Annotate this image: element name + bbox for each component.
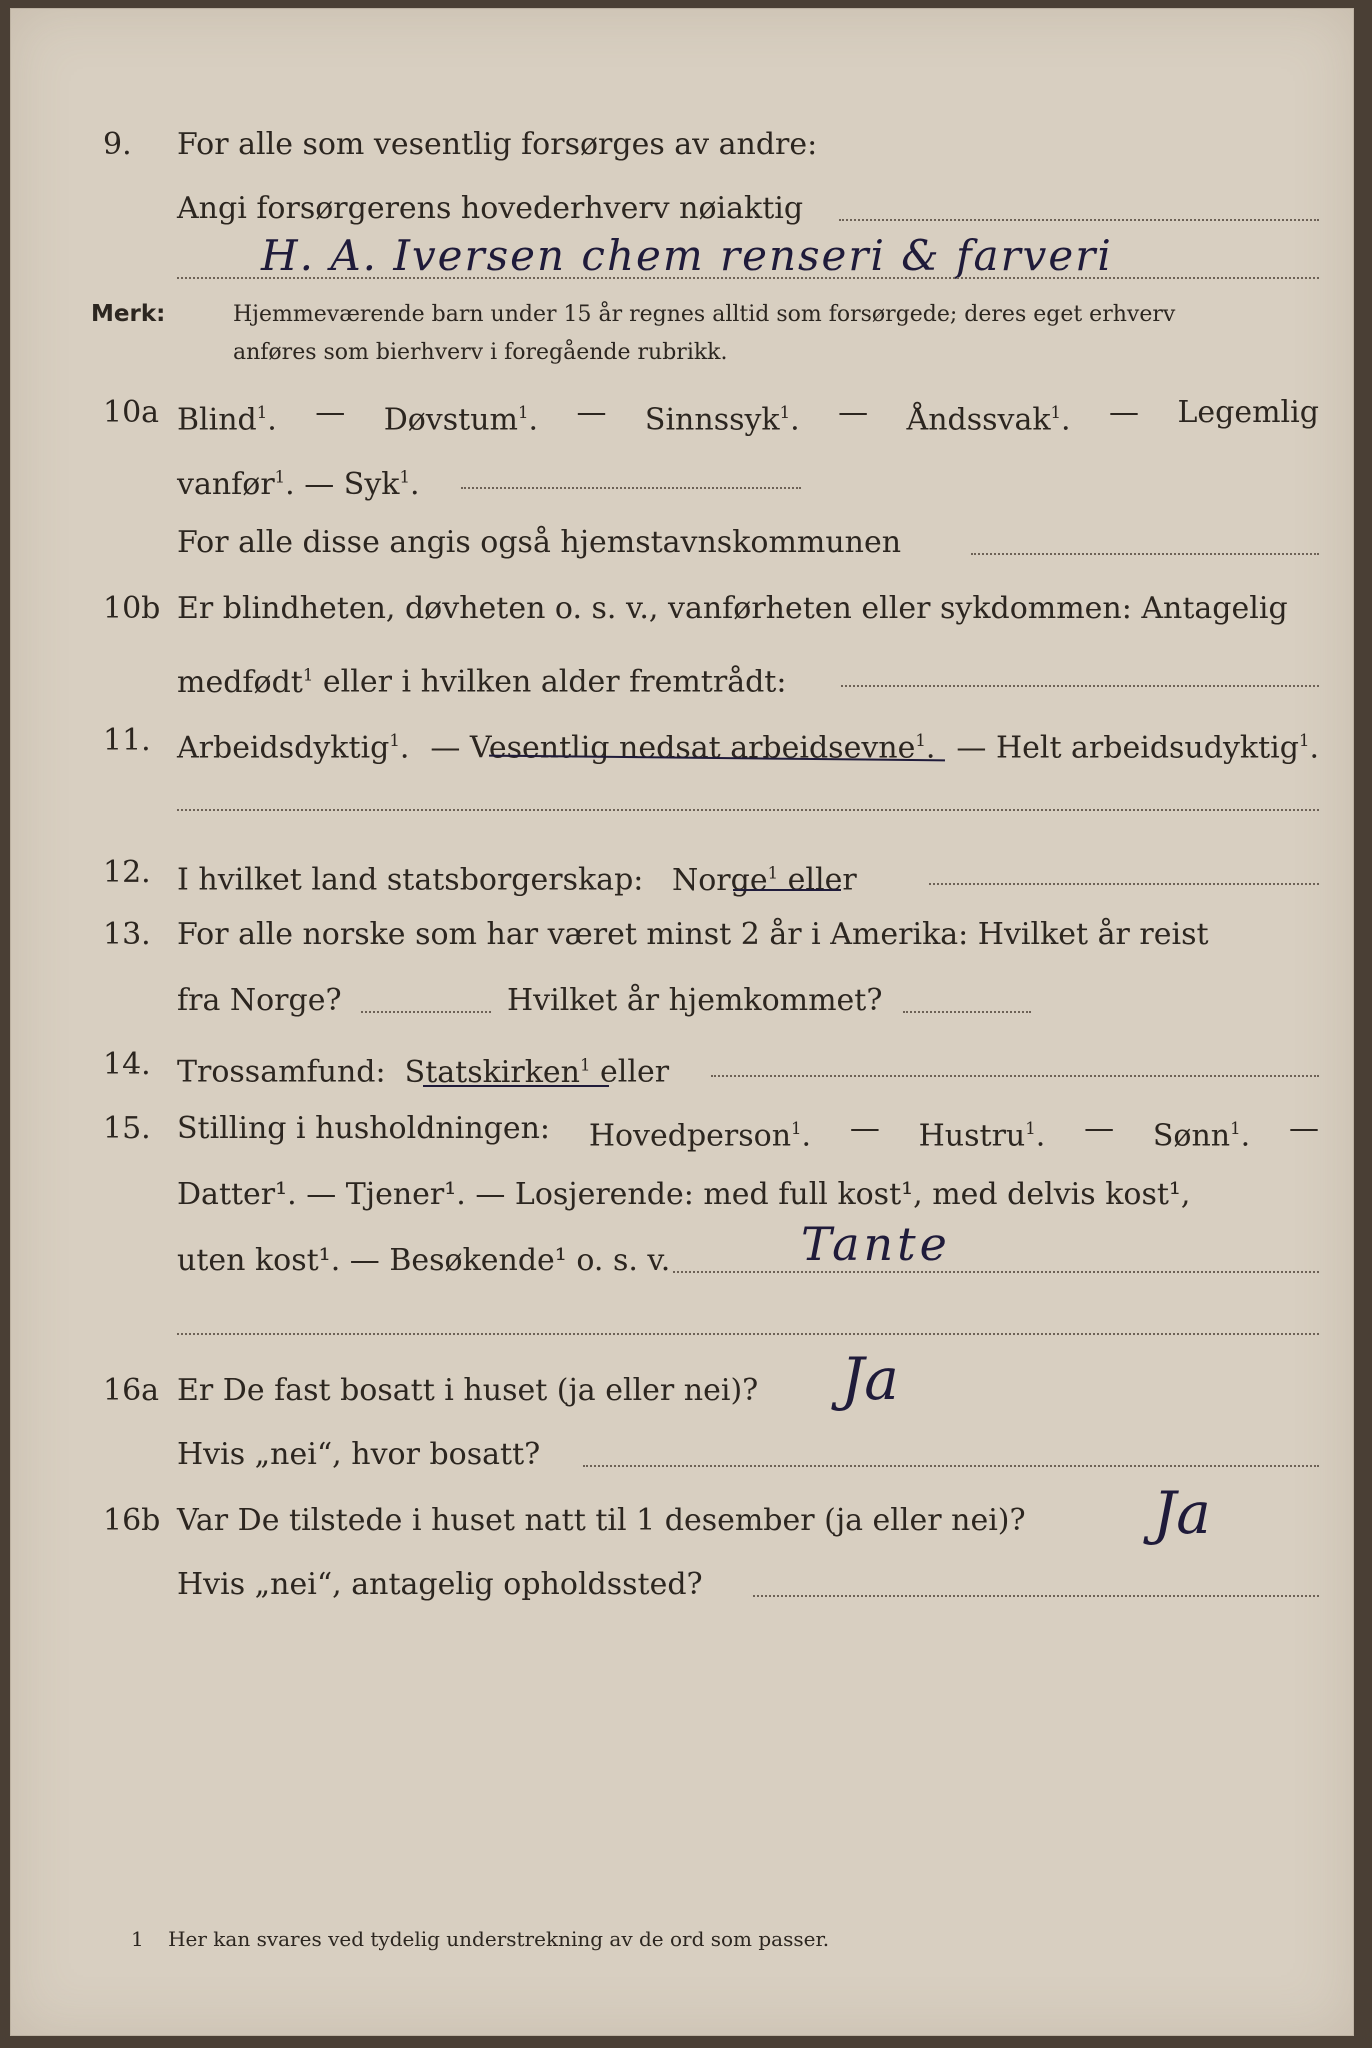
q12-question: I hvilket land statsborgerskap: [177,862,644,898]
opt-sinnssyk[interactable]: Sinnssyk$^1$. [644,402,800,438]
opt-andssvak[interactable]: Åndssvak$^1$. [906,402,1071,438]
q10a-vanfor-syk [177,455,420,507]
q10a-number: 10a [103,395,160,430]
opt-vesentlig-nedsat[interactable]: — Vesentlig nedsat arbeidsevne$^1$. [430,730,936,766]
q9-occupation-line [839,219,1319,221]
q13-reist-label: fra Norge? [177,983,342,1018]
q12-answer-line [929,883,1319,885]
footnote-text: Her kan svares ved tydelig understrekning av de ord som passer. [168,1927,830,1951]
q16a-bosatt-label: Hvis „nei“, hvor bosatt? [177,1437,541,1472]
q14-eller: eller [600,1054,670,1090]
q9-answer-line [177,277,1319,279]
opt-statskirken[interactable]: Statskirken$^1$ [404,1054,591,1090]
opt-hovedperson[interactable]: Hovedperson$^1$. [588,1118,812,1154]
opt-blind[interactable]: Blind$^1$. [177,402,277,438]
opt-helt-udyktig[interactable]: — Helt arbeidsudyktig$^1$. [956,730,1319,766]
opt-dovstum[interactable]: Døvstum$^1$. [383,402,539,438]
q10b-answer-line [841,685,1319,687]
q16a-handwritten-answer: Ja [841,1345,899,1413]
q15-extra-line [177,1333,1319,1335]
dash: — [1084,1111,1115,1146]
merk-note-line1: Hjemmeværende barn under 15 år regnes alltid som forsørgede; deres eget erhverv [233,302,1176,327]
q13-reist-line [361,1011,491,1013]
q9-occupation-label: Angi forsørgerens hovederhverv nøiaktig [177,191,804,226]
q11-number: 11. [103,723,151,758]
footnote [131,1927,829,1951]
q16a-question: Er De fast bosatt i huset (ja eller nei)? [177,1373,759,1408]
q10a-hjemstavn-line [971,553,1319,555]
q11-answer-line [177,809,1319,811]
q9-handwritten-answer: H. A. Iversen chem renseri & farveri [261,231,1113,280]
merk-note-line2: anføres som bierhverv i foregående rubrikk. [233,340,728,365]
q15-number: 15. [103,1111,151,1146]
opt-sonn[interactable]: Sønn$^1$. [1152,1118,1251,1154]
q13-question: For alle norske som har været minst 2 år i Amerika: Hvilket år reist [177,917,1209,952]
dash: — [576,395,607,430]
q12-number: 12. [103,855,151,890]
q13-hjemkommet-line [903,1011,1031,1013]
q10b-number: 10b [103,591,161,626]
dash: — [1288,1111,1319,1146]
q13-number: 13. [103,917,151,952]
q10b-alder-label: eller i hvilken alder fremtrådt: [322,664,787,700]
dash: — [838,395,869,430]
q10a-hjemstavn-label: For alle disse angis også hjemstavnskommunen [177,525,902,560]
q16b-question: Var De tilstede i huset natt til 1 desember (ja eller nei)? [177,1503,1026,1538]
q10b-question: Er blindheten, døvheten o. s. v., vanførheten eller sykdommen: Antagelig [177,591,1288,626]
q14-handwritten-underline [423,1085,609,1087]
census-form-page [10,8,1354,2036]
opt-arbeidsdyktig[interactable]: Arbeidsdyktig$^1$. [177,730,410,766]
q16a-bosatt-line [583,1465,1319,1467]
q15-options-line3: uten kost¹. — Besøkende¹ o. s. v. [177,1243,671,1278]
merk-label: Merk: [91,301,166,327]
q9-number: 9. [103,127,132,162]
q13-hjemkommet-label: Hvilket år hjemkommet? [507,983,883,1018]
q10a-syk-line [461,487,801,489]
q16b-opholdssted-label: Hvis „nei“, antagelig opholdssted? [177,1567,703,1602]
q14-question: Trossamfund: [177,1054,386,1090]
footnote-mark: 1 [131,1927,144,1951]
q16b-handwritten-answer: Ja [1153,1479,1211,1547]
dash: — [1109,395,1140,430]
q10a-options [177,391,1319,443]
q15-question: Stilling i husholdningen: [177,1111,551,1146]
q9-question: For alle som vesentlig forsørges av andre: [177,127,818,162]
opt-syk[interactable]: — Syk$^1$. [304,466,420,502]
q16b-opholdssted-line [753,1595,1319,1597]
opt-vanfor[interactable]: vanfør$^1$. [177,466,295,502]
q12-handwritten-underline [733,889,841,891]
opt-legemlig[interactable]: Legemlig [1177,395,1319,430]
opt-medfodt[interactable]: medfødt$^1$ [177,664,314,700]
q12-eller: eller [787,862,857,898]
q15-handwritten-answer: Tante [801,1217,951,1271]
q10a-row [11,391,1319,438]
q15-row [11,1107,1319,1154]
opt-hustru[interactable]: Hustru$^1$. [918,1118,1046,1154]
q16b-number: 16b [103,1503,161,1538]
q15-options-line2: Datter¹. — Tjener¹. — Losjerende: med full kost¹, med delvis kost¹, [177,1177,1191,1212]
dash: — [315,395,346,430]
dash: — [849,1111,880,1146]
q15-answer-line [673,1271,1319,1273]
opt-norge[interactable]: Norge$^1$ [672,862,779,898]
q16a-number: 16a [103,1373,160,1408]
q14-number: 14. [103,1047,151,1082]
q14-answer-line [711,1075,1319,1077]
